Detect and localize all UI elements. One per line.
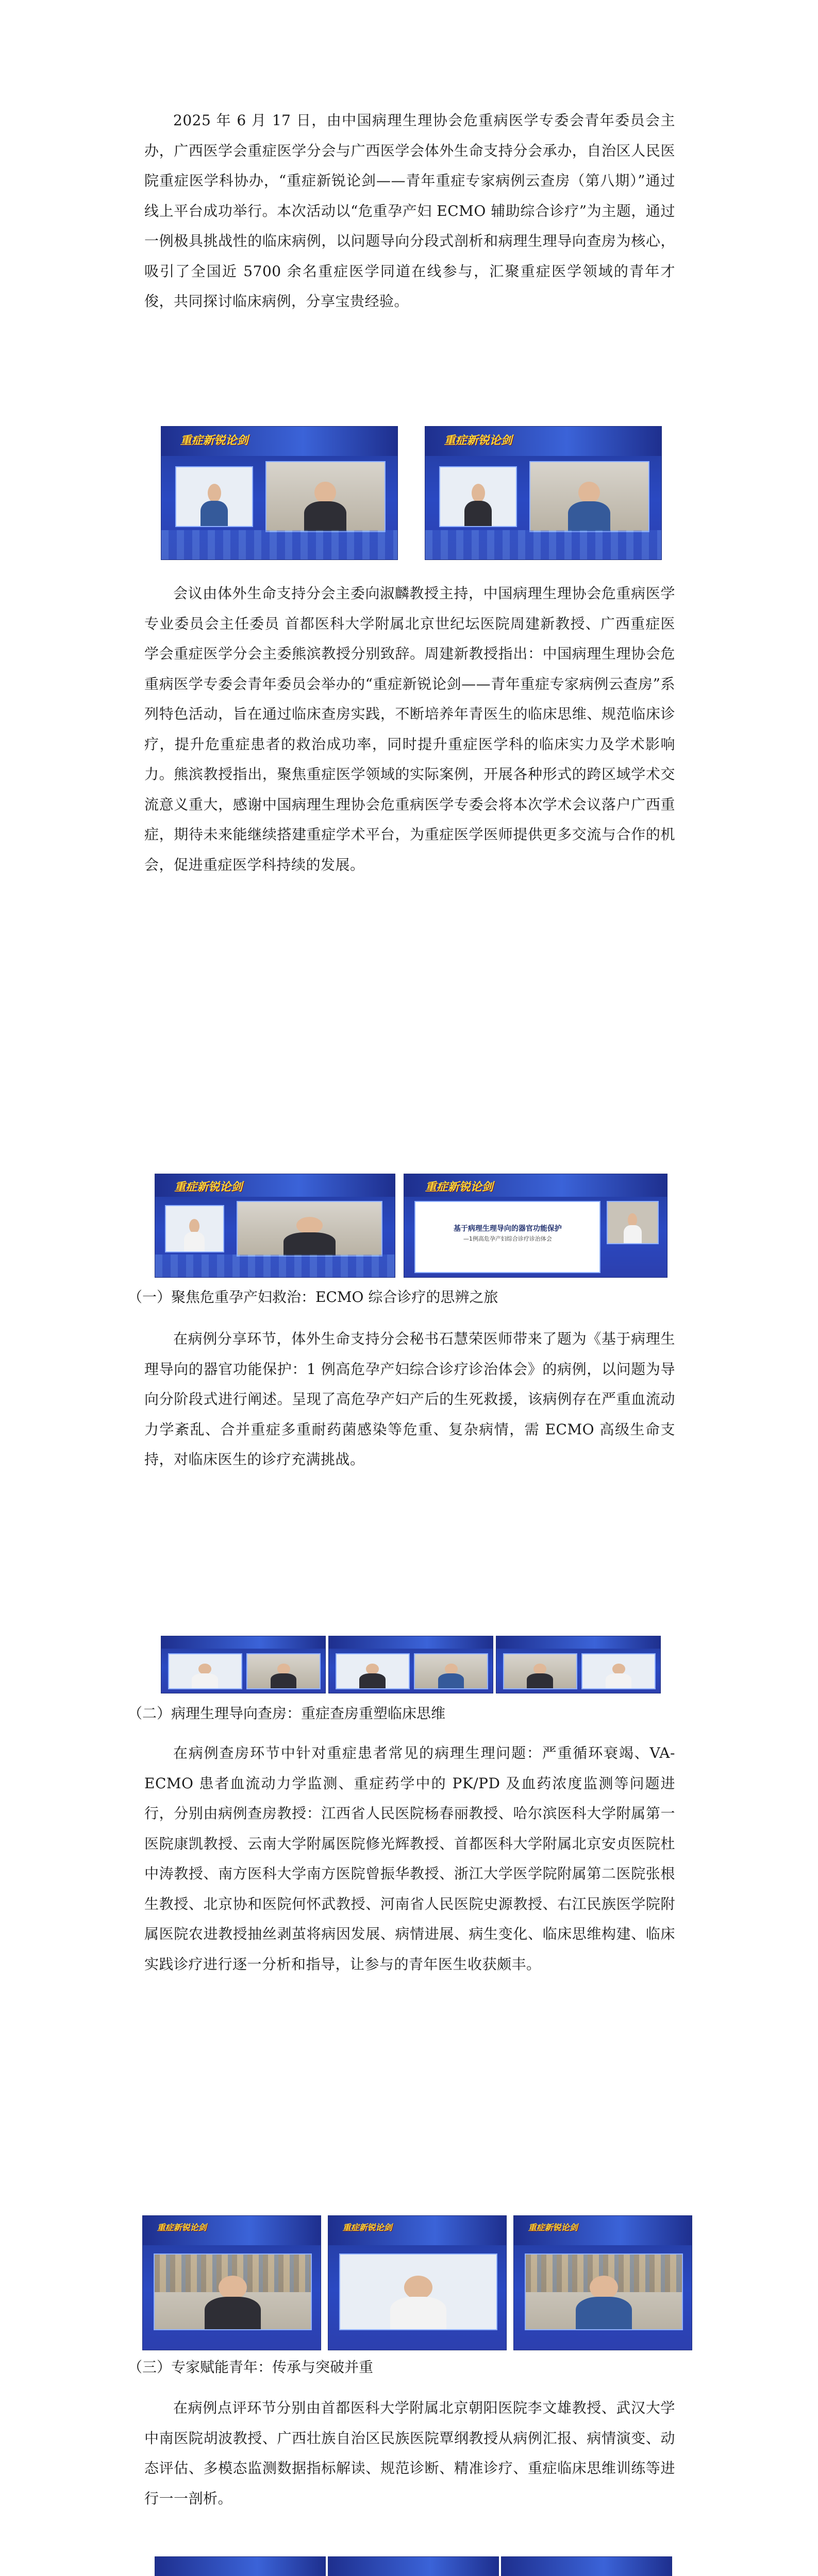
- meeting-screenshot: [328, 2556, 499, 2576]
- participant: [271, 1664, 296, 1688]
- skyline-decoration: [425, 530, 661, 560]
- participant: [192, 1664, 218, 1688]
- paragraph-opening: 会议由体外生命支持分会主委向淑麟教授主持，中国病理生理协会危重病医学专业委员会主任委员 首都医科大学附属北京世纪坛医院周建新教授、广西重症医学会重症医学分会主委熊滨教授分别致辞。周建新教授指出：中国病理生理协会危重病医学专委会青年委员会举办的“重症新锐论剑——青年重症专家病例云查房”系列特色活动，旨在通过临床查房实践，不断培养年青医生的临床思维、规范临床诊疗，提升危重症患者的救治成功率，同时提升重症医学科的临床实力及学术影响力。熊滨教授指出，聚焦重症医学领域的实际案例，开展各种形式的跨区域学术交流意义重大，感谢中国病理生理协会危重病医学专委会将本次学术会议落户广西重症，期待未来能继续搭建重症学术平台，为重症医学医师提供更多交流与合作的机会，促进重症医学科持续的发展。: [144, 585, 675, 873]
- video-tile: [339, 2253, 498, 2331]
- video-tile: [154, 2253, 312, 2331]
- video-tile: [246, 1653, 321, 1689]
- participant: [624, 1213, 642, 1243]
- banner: [502, 2557, 672, 2576]
- banner-title: 重症新锐论剑: [425, 1181, 493, 1194]
- section-heading-2: （二）病理生理导向查房：重症查房重塑临床思维: [128, 1705, 446, 1722]
- video-tile: [336, 1653, 410, 1689]
- banner-title: 重症新锐论剑: [528, 2223, 578, 2233]
- video-tile: [265, 461, 386, 532]
- participant: [568, 482, 610, 532]
- banner: [329, 1636, 493, 1649]
- participant: [606, 1664, 631, 1688]
- meeting-screenshot: [142, 2215, 321, 2350]
- participant: [205, 2276, 261, 2330]
- meeting-screenshot: [425, 426, 662, 560]
- banner: [155, 2557, 325, 2576]
- video-tile: [503, 1653, 577, 1689]
- video-tile: [414, 1653, 488, 1689]
- participant: [390, 2276, 446, 2330]
- participant: [304, 482, 346, 532]
- banner: [161, 1636, 325, 1649]
- paragraph-case-share: 在病例分享环节，体外生命支持分会秘书石慧荣医师带来了题为《基于病理生理导向的器官功能保护：1 例高危孕产妇综合诊疗诊治体会》的病例，以问题为导向分阶段式进行阐述。呈现了高危孕产妇产后的生死救援，该病例存在严重血流动力学紊乱、合并重症多重耐药菌感染等危重、复杂病情，需 ECMO 高级生命支持，对临床医生的诊疗充满挑战。: [144, 1330, 675, 1468]
- banner-title: 重症新锐论剑: [174, 1181, 243, 1194]
- participant: [283, 1217, 335, 1256]
- meeting-screenshot: [161, 426, 398, 560]
- video-tile: [439, 466, 517, 527]
- participant: [201, 484, 228, 526]
- skyline-decoration: [155, 1255, 395, 1277]
- meeting-screenshot: [161, 1636, 326, 1693]
- video-tile: [165, 1205, 225, 1252]
- meeting-screenshot: [328, 2215, 507, 2350]
- skyline-decoration: [161, 530, 397, 560]
- participant: [576, 2276, 632, 2330]
- banner-title: 重症新锐论剑: [180, 434, 248, 448]
- video-tile: [175, 466, 253, 527]
- slide-title: 基于病理生理导向的器官功能保护: [453, 1224, 562, 1233]
- video-tile: [525, 2253, 683, 2331]
- section-heading-3: （三）专家赋能青年：传承与突破并重: [128, 2359, 374, 2376]
- video-tile: [607, 1201, 659, 1244]
- video-tile: [581, 1653, 656, 1689]
- meeting-screenshot: [513, 2215, 692, 2350]
- banner: [328, 2557, 498, 2576]
- video-tile: [529, 461, 649, 532]
- video-tile: [168, 1653, 242, 1689]
- participant: [527, 1664, 553, 1688]
- meeting-screenshot: [155, 2556, 326, 2576]
- meeting-screenshot: [501, 2556, 672, 2576]
- meeting-screenshot: [496, 1636, 661, 1693]
- presentation-slide: [414, 1201, 600, 1273]
- participant: [438, 1664, 464, 1688]
- banner: [496, 1636, 660, 1649]
- banner-title: 重症新锐论剑: [444, 434, 512, 448]
- meeting-screenshot: [328, 1636, 493, 1693]
- meeting-screenshot-slide: [404, 1174, 667, 1278]
- meeting-screenshot: [155, 1174, 395, 1278]
- banner-title: 重症新锐论剑: [342, 2223, 392, 2233]
- banner-title: 重症新锐论剑: [157, 2223, 207, 2233]
- paragraph-intro: 2025 年 6 月 17 日，由中国病理生理协会危重病医学专委会青年委员会主办，广西医学会重症医学分会与广西医学会体外生命支持分会承办，自治区人民医院重症医学科协办，“重症新锐论剑——青年重症专家病例云查房（第八期）”通过线上平台成功举行。本次活动以“危重孕产妇 ECMO 辅助综合诊疗”为主题，通过一例极具挑战性的临床病例，以问题导向分段式剖析和病理生理导向查房为核心，吸引了全国近 5700 余名重症医学同道在线参与，汇聚重症医学领域的青年才俊，共同探讨临床病例，分享宝贵经验。: [144, 112, 675, 310]
- slide-subtitle: —1例高危孕产妇综合诊疗诊治体会: [463, 1235, 552, 1242]
- participant: [464, 484, 492, 526]
- video-tile: [237, 1201, 382, 1257]
- section-heading-1: （一）聚焦危重孕产妇救治：ECMO 综合诊疗的思辨之旅: [128, 1289, 498, 1306]
- paragraph-review: 在病例点评环节分别由首都医科大学附属北京朝阳医院李文雄教授、武汉大学中南医院胡波教授、广西壮族自治区民族医院覃纲教授从病例汇报、病情演变、动态评估、多模态监测数据指标解读、规范诊断、精准诊疗、重症临床思维训练等进行一一剖析。: [144, 2399, 675, 2507]
- participant: [359, 1664, 385, 1688]
- participant: [184, 1219, 205, 1251]
- paragraph-ward-round: 在病例查房环节中针对重症患者常见的病理生理问题：严重循环衰竭、VA-ECMO 患者血流动力学监测、重症药学中的 PK/PD 及血药浓度监测等问题进行，分别由病例查房教授：江西省人民医院杨春丽教授、哈尔滨医科大学附属第一医院康凯教授、云南大学附属医院修光辉教授、首都医科大学附属北京安贞医院杜中涛教授、南方医科大学南方医院曾振华教授、浙江大学医学院附属第二医院张根生教授、北京协和医院何怀武教授、河南省人民医院史源教授、右江民族医学院附属医院农进教授抽丝剥茧将病因发展、病情进展、病生变化、临床思维构建、临床实践诊疗进行逐一分析和指导，让参与的青年医生收获颇丰。: [144, 1744, 675, 1973]
